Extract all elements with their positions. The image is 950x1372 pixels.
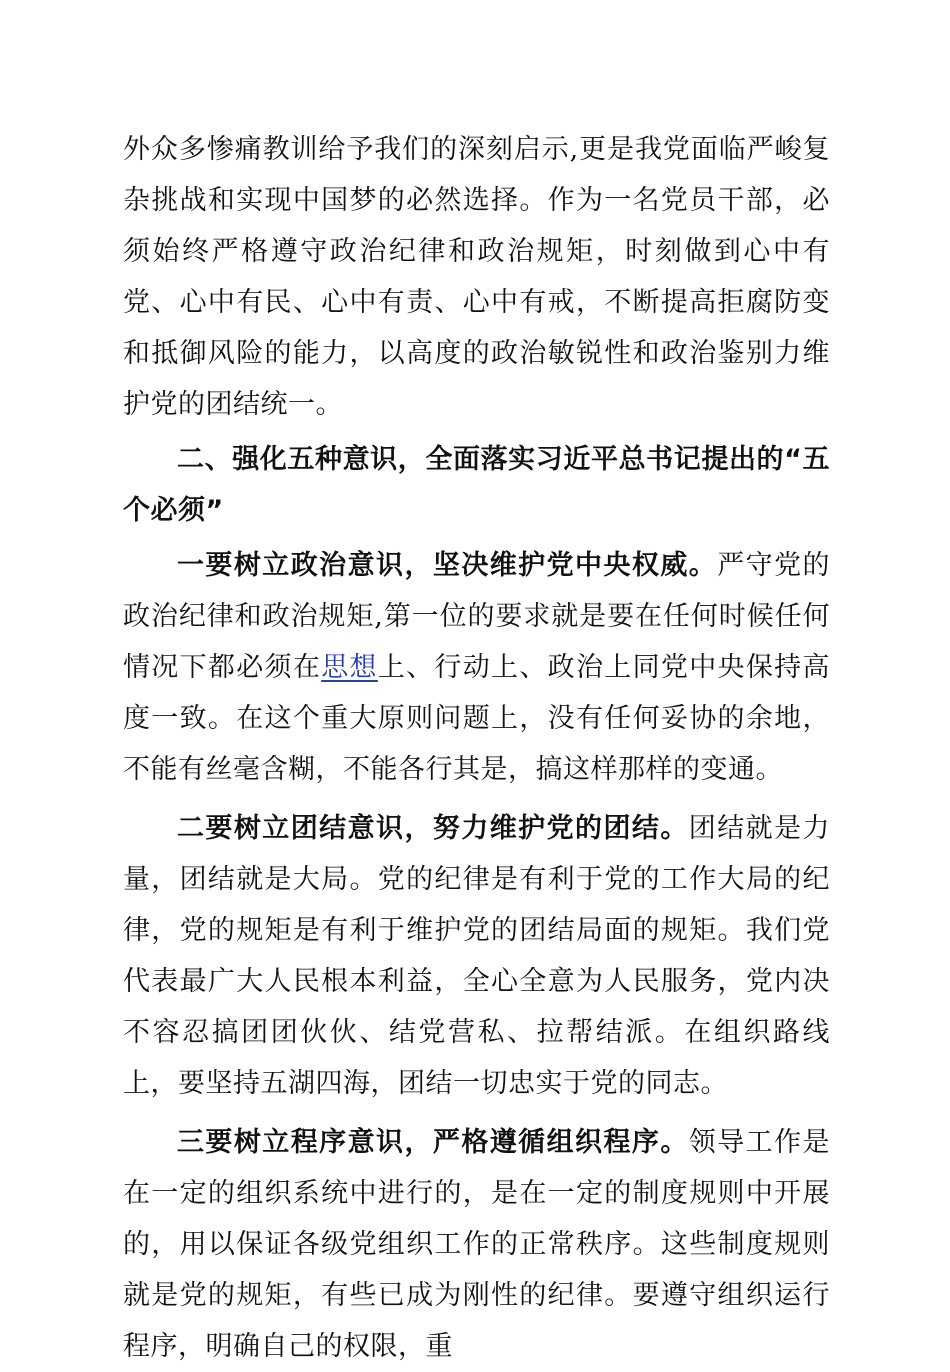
- paragraph-procedure-awareness: [123, 1117, 830, 1372]
- paragraph-lead: 三要树立程序意识，严格遵循组织程序。: [177, 1127, 689, 1158]
- section-heading: 二、强化五种意识，全面落实习近平总书记提出的“五个必须”: [123, 444, 830, 526]
- paragraph-intro: 外众多惨痛教训给予我们的深刻启示,更是我党面临严峻复杂挑战和实现中国梦的必然选择。作为一名党员干部，必须始终严格遵守政治纪律和政治规矩，时刻做到心中有党、心中有民、心中有责、心中有戒，不断提高拒腐防变和抵御风险的能力，以高度的政治敏锐性和政治鉴别力维护党的团结统一。: [123, 134, 830, 420]
- paragraph-text: 团结就是力量，团结就是大局。党的纪律是有利于党的工作大局的纪律，党的规矩是有利于维护党的团结局面的规矩。我们党代表最广大人民根本利益，全心全意为人民服务，党内决不容忍搞团团伙伙、结党营私、拉帮结派。在组织路线上，要坚持五湖四海，团结一切忠实于党的同志。: [123, 813, 831, 1099]
- paragraph-lead: 一要树立政治意识，坚决维护党中央权威。: [177, 550, 718, 581]
- paragraph-text: 上、行动上、政治上同党中央保持高度一致。在这个重大原则问题上，没有任何妥协的余地，不能有丝毫含糊，不能各行其是，搞这样那样的变通。: [123, 652, 830, 785]
- paragraph-lead: 二要树立团结意识，努力维护党的团结。: [177, 813, 689, 844]
- document-page: [123, 124, 830, 1372]
- paragraph-text: 严守党的政治纪律和政治规矩,第一位的要求就是要在任何时候任何情况下都必须在: [123, 550, 831, 683]
- paragraph-unity-awareness: [123, 803, 830, 1109]
- paragraph-text: 领导工作是在一定的组织系统中进行的，是在一定的制度规则中开展的，用以保证各级党组织工作的正常秩序。这些制度规则就是党的规矩，有些已成为刚性的纪律。要遵守组织运行程序，明确自己的权限，重: [123, 1127, 831, 1362]
- thought-link[interactable]: 思想: [321, 652, 378, 683]
- paragraph-political-awareness: [123, 540, 830, 795]
